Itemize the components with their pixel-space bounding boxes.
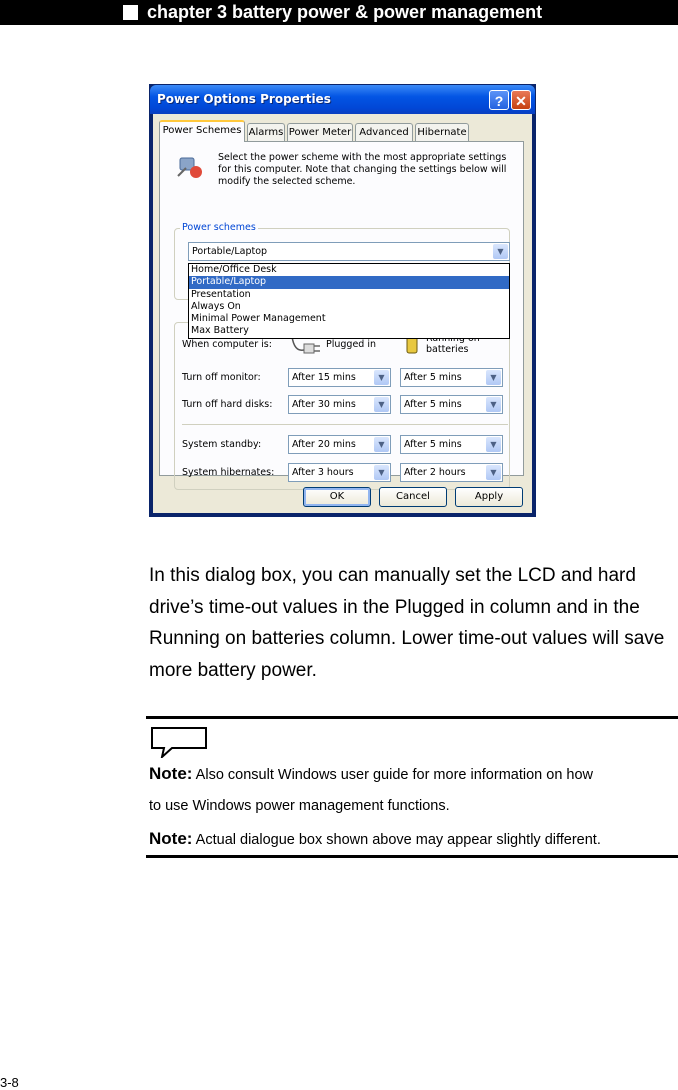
power-options-dialog [149, 84, 536, 517]
row-label-hibernate: System hibernates: [182, 467, 275, 478]
row-label-hard-disks: Turn off hard disks: [182, 399, 273, 410]
chevron-down-icon[interactable]: ▼ [374, 370, 389, 385]
scheme-description: Select the power scheme with the most appropriate settings for this computer. Note that changing the settings below will modify the selected scheme. [218, 152, 507, 187]
scheme-option[interactable]: Always On [191, 300, 241, 312]
tab-power-meter[interactable]: Power Meter [287, 123, 353, 141]
chevron-down-icon[interactable]: ▼ [374, 397, 389, 412]
power-schemes-panel [159, 141, 524, 476]
monitor-plugged-select[interactable] [288, 368, 391, 387]
select-value: After 20 mins [292, 439, 356, 450]
header-square-icon [123, 5, 138, 20]
ok-button[interactable]: OK [303, 487, 371, 507]
chevron-down-icon[interactable]: ▼ [374, 465, 389, 480]
tab-hibernate[interactable]: Hibernate [415, 123, 469, 141]
scheme-option[interactable]: Max Battery [191, 325, 249, 337]
page-number: 3-8 [0, 1075, 19, 1090]
power-plug-icon [174, 152, 204, 182]
hibernate-plugged-select[interactable] [288, 463, 391, 482]
chapter-header [0, 0, 678, 25]
note-2-text: Actual dialogue box shown above may appear slightly different. [192, 832, 601, 848]
monitor-battery-select[interactable] [400, 368, 503, 387]
apply-button[interactable]: Apply [455, 487, 523, 507]
disks-battery-select[interactable] [400, 395, 503, 414]
tab-advanced[interactable]: Advanced [355, 123, 413, 141]
when-computer-label: When computer is: [182, 339, 272, 350]
cancel-button[interactable]: Cancel [379, 487, 447, 507]
help-button[interactable]: ? [489, 90, 509, 110]
batteries-text: batteries [426, 344, 469, 355]
row-label-monitor: Turn off monitor: [182, 372, 261, 383]
dialog-body [153, 114, 532, 513]
note-2-label: Note: [149, 829, 193, 848]
hibernate-battery-select[interactable] [400, 463, 503, 482]
scheme-option-selected[interactable]: Portable/Laptop [189, 276, 509, 288]
note-1-line-2: to use Windows power management functions. [149, 798, 450, 814]
dialog-title: Power Options Properties [157, 92, 331, 106]
note-1-line-1 [149, 764, 593, 784]
standby-plugged-select[interactable] [288, 435, 391, 454]
note-2 [149, 829, 601, 849]
dialog-titlebar[interactable] [150, 85, 535, 114]
scheme-option[interactable]: Home/Office Desk [191, 264, 277, 275]
chapter-title: chapter 3 battery power & power management [147, 2, 543, 22]
select-value: After 3 hours [292, 467, 354, 478]
select-value: After 2 hours [404, 467, 466, 478]
scheme-dropdown-list[interactable] [188, 263, 510, 339]
row-label-standby: System standby: [182, 439, 262, 450]
select-value: After 15 mins [292, 372, 356, 383]
chevron-down-icon[interactable]: ▼ [486, 465, 501, 480]
body-paragraph: In this dialog box, you can manually set the LCD and hard drive’s time-out values in the Plugged in column and in the Running on batteries column. Lower time-out values will save more battery power. [149, 565, 665, 681]
plugged-in-label: Plugged in [326, 339, 377, 350]
select-value: After 5 mins [404, 399, 462, 410]
standby-battery-select[interactable] [400, 435, 503, 454]
chevron-down-icon[interactable]: ▼ [486, 370, 501, 385]
speech-bubble-icon [150, 726, 208, 758]
chevron-down-icon[interactable]: ▼ [374, 437, 389, 452]
settings-divider [182, 424, 508, 425]
scheme-option[interactable]: Presentation [191, 288, 251, 300]
chevron-down-icon[interactable]: ▼ [493, 244, 508, 259]
tab-alarms[interactable]: Alarms [247, 123, 285, 141]
select-value: After 5 mins [404, 372, 462, 383]
scheme-select[interactable] [188, 242, 510, 261]
note-1-text: Also consult Windows user guide for more information on how [192, 767, 594, 783]
close-button[interactable]: ✕ [511, 90, 531, 110]
select-value: After 5 mins [404, 439, 462, 450]
scheme-option[interactable]: Minimal Power Management [191, 313, 326, 325]
power-schemes-label: Power schemes [182, 222, 256, 233]
note-bottom-rule [146, 855, 678, 858]
chevron-down-icon[interactable]: ▼ [486, 437, 501, 452]
tab-power-schemes[interactable]: Power Schemes [159, 120, 245, 142]
chevron-down-icon[interactable]: ▼ [486, 397, 501, 412]
disks-plugged-select[interactable] [288, 395, 391, 414]
scheme-selected-value: Portable/Laptop [192, 246, 268, 257]
select-value: After 30 mins [292, 399, 356, 410]
note-top-rule [146, 716, 678, 719]
note-1-label: Note: [149, 764, 193, 783]
